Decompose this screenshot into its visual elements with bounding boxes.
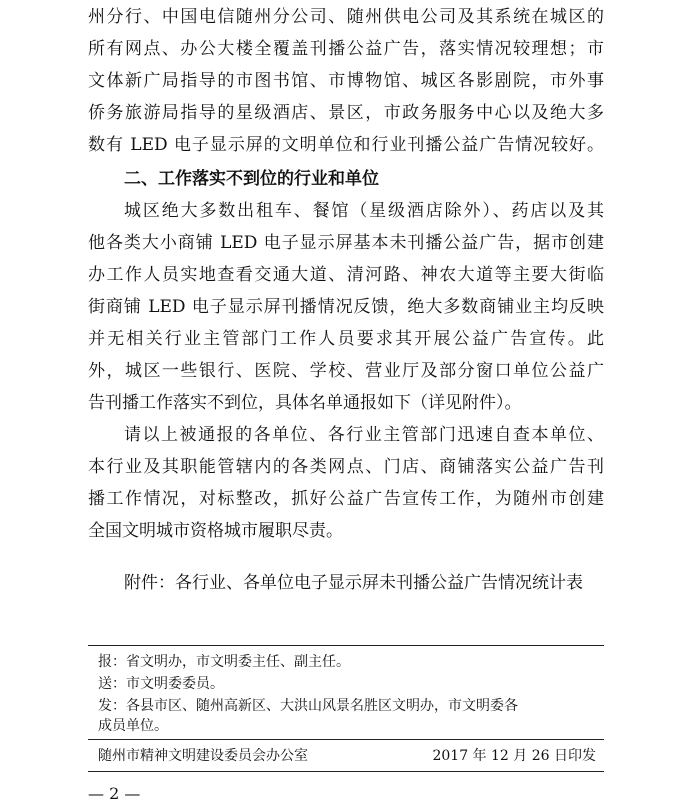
section-heading: 二、工作落实不到位的行业和单位	[124, 169, 379, 189]
para3-line-4: 全国文明城市资格城市履职尽责。	[88, 521, 343, 541]
para2-line-1: 城区绝大多数出租车、餐馆（星级酒店除外）、药店以及其	[124, 201, 604, 221]
cc-report-row	[98, 652, 598, 672]
para2-line-6: 外，城区一些银行、医院、学校、营业厅及部分窗口单位公益广	[88, 361, 604, 381]
para1-line-2: 所有网点、办公大楼全覆盖刊播公益广告，落实情况较理想；市	[88, 39, 604, 59]
issuer-name: 随州市精神文明建设委员会办公室	[98, 748, 308, 764]
cc-send-text: 市文明委委员。	[126, 676, 224, 692]
para1-line-5: 数有 LED 电子显示屏的文明单位和行业刊播公益广告情况较好。	[88, 135, 604, 155]
attachment-note: 附件：各行业、各单位电子显示屏未刊播公益广告情况统计表	[124, 573, 583, 593]
para2-line-4: 街商铺 LED 电子显示屏刊播情况反馈，绝大多数商铺业主均反映	[88, 297, 604, 317]
distribution-top-rule	[88, 645, 604, 646]
para2-line-2: 他各类大小商铺 LED 电子显示屏基本未刊播公益广告，据市创建	[88, 233, 604, 253]
para3-line-1: 请以上被通报的各单位、各行业主管部门迅速自查本单位、	[124, 425, 604, 445]
para1-line-4: 侨务旅游局指导的星级酒店、景区，市政务服务中心以及绝大多	[88, 103, 604, 123]
page-number: — 2 —	[88, 784, 141, 803]
cc-issue-text-1: 各县市区、随州高新区、大洪山风景名胜区文明办，市文明委各	[126, 698, 518, 714]
para2-line-7: 告刊播工作落实不到位，具体名单通报如下（详见附件）。	[88, 393, 522, 413]
cc-send-row	[98, 674, 598, 694]
footer-top-rule	[88, 739, 604, 740]
para3-line-2: 本行业及其职能管辖内的各类网点、门店、商铺落实公益广告刊	[88, 457, 604, 477]
para3-line-3: 播工作情况，对标整改，抓好公益广告宣传工作，为随州市创建	[88, 489, 604, 509]
para1-line-1: 州分行、中国电信随州分公司、随州供电公司及其系统在城区的	[88, 7, 604, 27]
issue-date: 2017 年 12 月 26 日印发	[432, 748, 596, 764]
cc-report-label: 报：	[98, 654, 126, 670]
para2-line-3: 办工作人员实地查看交通大道、清河路、神农大道等主要大街临	[88, 265, 604, 285]
cc-issue-row	[98, 696, 598, 716]
para2-line-5: 并无相关行业主管部门工作人员要求其开展公益广告宣传。此	[88, 329, 604, 349]
cc-report-text: 省文明办，市文明委主任、副主任。	[126, 654, 350, 670]
cc-send-label: 送：	[98, 676, 126, 692]
para1-line-3: 文体新广局指导的市图书馆、市博物馆、城区各影剧院，市外事	[88, 71, 604, 91]
cc-issue-label: 发：	[98, 698, 126, 714]
cc-issue-text-2: 成员单位。	[98, 718, 168, 734]
footer-bottom-rule	[88, 771, 604, 772]
